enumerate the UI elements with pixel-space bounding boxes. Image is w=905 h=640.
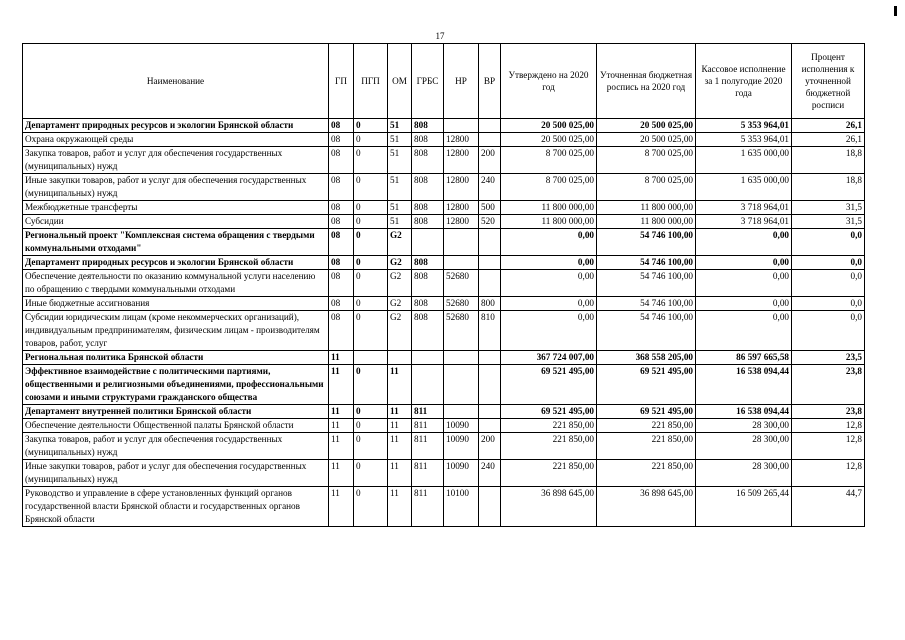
cell-vr: 500: [479, 201, 501, 215]
cell-refined: 54 746 100,00: [597, 229, 696, 256]
scan-edge-mark: [894, 6, 897, 16]
cell-np: [444, 365, 479, 405]
cell-cash: 0,00: [696, 270, 792, 297]
header-row: [23, 44, 865, 119]
cell-refined: 221 850,00: [597, 460, 696, 487]
cell-percent: 0,0: [792, 256, 865, 270]
header-ppgp: ПГП: [354, 44, 388, 119]
cell-np: 12800: [444, 174, 479, 201]
table-row: [23, 174, 865, 201]
cell-approved: 367 724 007,00: [501, 351, 597, 365]
cell-np: 52680: [444, 311, 479, 351]
cell-ppgp: 0: [354, 405, 388, 419]
cell-ppgp: 0: [354, 433, 388, 460]
cell-ppgp: [354, 351, 388, 365]
cell-vr: [479, 487, 501, 527]
cell-name: Иные закупки товаров, работ и услуг для обеспечения государственных (муниципальных) нужд: [23, 460, 329, 487]
cell-grbs: 811: [412, 405, 444, 419]
table-row: [23, 405, 865, 419]
cell-ppgp: 0: [354, 133, 388, 147]
cell-refined: 20 500 025,00: [597, 133, 696, 147]
cell-cash: 28 300,00: [696, 433, 792, 460]
cell-gp: 11: [329, 487, 354, 527]
table-row: [23, 487, 865, 527]
cell-approved: 8 700 025,00: [501, 147, 597, 174]
header-approved: Утверждено на 2020 год: [501, 44, 597, 119]
cell-vr: [479, 119, 501, 133]
cell-percent: 23,5: [792, 351, 865, 365]
cell-refined: 69 521 495,00: [597, 405, 696, 419]
table-row: [23, 419, 865, 433]
header-np: НР: [444, 44, 479, 119]
cell-ppgp: 0: [354, 147, 388, 174]
cell-gp: 08: [329, 201, 354, 215]
cell-cash: 1 635 000,00: [696, 174, 792, 201]
cell-ppgp: 0: [354, 119, 388, 133]
cell-om: G2: [388, 270, 412, 297]
cell-name: Субсидии юридическим лицам (кроме некоммерческих организаций), индивидуальным предпринимателям, физическим лицам - производителям товаров, работ, услуг: [23, 311, 329, 351]
table-row: [23, 201, 865, 215]
cell-vr: 810: [479, 311, 501, 351]
table-row: [23, 351, 865, 365]
cell-approved: 11 800 000,00: [501, 215, 597, 229]
cell-percent: 12,8: [792, 460, 865, 487]
cell-ppgp: 0: [354, 229, 388, 256]
cell-np: 12800: [444, 201, 479, 215]
cell-grbs: 811: [412, 433, 444, 460]
cell-grbs: 808: [412, 311, 444, 351]
cell-name: Региональная политика Брянской области: [23, 351, 329, 365]
cell-vr: [479, 133, 501, 147]
table-row: [23, 256, 865, 270]
header-grbs: ГРБС: [412, 44, 444, 119]
table-row: [23, 147, 865, 174]
cell-percent: 18,8: [792, 147, 865, 174]
cell-gp: 11: [329, 460, 354, 487]
cell-refined: 11 800 000,00: [597, 215, 696, 229]
cell-name: Субсидии: [23, 215, 329, 229]
cell-refined: 368 558 205,00: [597, 351, 696, 365]
cell-cash: 1 635 000,00: [696, 147, 792, 174]
cell-name: Закупка товаров, работ и услуг для обеспечения государственных (муниципальных) нужд: [23, 147, 329, 174]
cell-om: 51: [388, 147, 412, 174]
header-name: Наименование: [23, 44, 329, 119]
cell-om: 11: [388, 405, 412, 419]
cell-name: Межбюджетные трансферты: [23, 201, 329, 215]
cell-approved: 0,00: [501, 229, 597, 256]
cell-grbs: 811: [412, 487, 444, 527]
table-row: [23, 365, 865, 405]
cell-om: 51: [388, 133, 412, 147]
cell-percent: 0,0: [792, 297, 865, 311]
cell-name: Закупка товаров, работ и услуг для обеспечения государственных (муниципальных) нужд: [23, 433, 329, 460]
cell-om: 11: [388, 365, 412, 405]
cell-refined: 54 746 100,00: [597, 256, 696, 270]
cell-np: 12800: [444, 215, 479, 229]
cell-refined: 221 850,00: [597, 433, 696, 460]
cell-om: 11: [388, 460, 412, 487]
cell-refined: 8 700 025,00: [597, 147, 696, 174]
cell-name: Эффективное взаимодействие с политическими партиями, общественными и религиозными объединениями, профессиональными союзами и иными структурами гражданского общества: [23, 365, 329, 405]
budget-execution-table: [22, 43, 865, 527]
cell-gp: 11: [329, 351, 354, 365]
cell-ppgp: 0: [354, 419, 388, 433]
cell-cash: 86 597 665,58: [696, 351, 792, 365]
cell-cash: 0,00: [696, 297, 792, 311]
cell-name: Охрана окружающей среды: [23, 133, 329, 147]
cell-percent: 18,8: [792, 174, 865, 201]
cell-vr: [479, 256, 501, 270]
cell-approved: 0,00: [501, 256, 597, 270]
cell-grbs: 811: [412, 460, 444, 487]
cell-om: 51: [388, 201, 412, 215]
cell-vr: [479, 419, 501, 433]
cell-approved: 0,00: [501, 297, 597, 311]
cell-gp: 08: [329, 311, 354, 351]
header-om: ОМ: [388, 44, 412, 119]
cell-grbs: 808: [412, 174, 444, 201]
cell-refined: 54 746 100,00: [597, 311, 696, 351]
cell-grbs: 808: [412, 270, 444, 297]
cell-np: 10090: [444, 419, 479, 433]
cell-vr: [479, 229, 501, 256]
cell-gp: 08: [329, 215, 354, 229]
table-row: [23, 311, 865, 351]
cell-gp: 08: [329, 297, 354, 311]
cell-grbs: 808: [412, 215, 444, 229]
cell-approved: 221 850,00: [501, 460, 597, 487]
cell-name: Департамент природных ресурсов и экологии Брянской области: [23, 256, 329, 270]
cell-om: 11: [388, 419, 412, 433]
cell-refined: 54 746 100,00: [597, 297, 696, 311]
cell-refined: 221 850,00: [597, 419, 696, 433]
cell-cash: 3 718 964,01: [696, 201, 792, 215]
cell-ppgp: 0: [354, 174, 388, 201]
cell-vr: [479, 405, 501, 419]
cell-np: [444, 119, 479, 133]
cell-percent: 12,8: [792, 419, 865, 433]
cell-ppgp: 0: [354, 365, 388, 405]
cell-ppgp: 0: [354, 215, 388, 229]
table-row: [23, 229, 865, 256]
cell-name: Руководство и управление в сфере установленных функций органов государственной власти Брянской области и государственных органов Брянской области: [23, 487, 329, 527]
cell-refined: 8 700 025,00: [597, 174, 696, 201]
cell-cash: 3 718 964,01: [696, 215, 792, 229]
cell-om: G2: [388, 256, 412, 270]
table-row: [23, 297, 865, 311]
cell-percent: 23,8: [792, 365, 865, 405]
header-refined: Уточненная бюджетная роспись на 2020 год: [597, 44, 696, 119]
table-row: [23, 215, 865, 229]
cell-grbs: 811: [412, 419, 444, 433]
cell-np: 12800: [444, 133, 479, 147]
cell-name: Обеспечение деятельности Общественной палаты Брянской области: [23, 419, 329, 433]
cell-refined: 54 746 100,00: [597, 270, 696, 297]
cell-om: G2: [388, 311, 412, 351]
cell-ppgp: 0: [354, 201, 388, 215]
header-gp: ГП: [329, 44, 354, 119]
table-row: [23, 460, 865, 487]
cell-ppgp: 0: [354, 297, 388, 311]
cell-refined: 36 898 645,00: [597, 487, 696, 527]
cell-np: [444, 256, 479, 270]
cell-vr: 520: [479, 215, 501, 229]
cell-percent: 0,0: [792, 229, 865, 256]
cell-approved: 0,00: [501, 311, 597, 351]
cell-om: 11: [388, 487, 412, 527]
cell-name: Департамент внутренней политики Брянской области: [23, 405, 329, 419]
cell-np: [444, 405, 479, 419]
cell-cash: 16 538 094,44: [696, 405, 792, 419]
cell-approved: 20 500 025,00: [501, 119, 597, 133]
cell-om: 11: [388, 433, 412, 460]
cell-gp: 08: [329, 147, 354, 174]
cell-name: Департамент природных ресурсов и экологии Брянской области: [23, 119, 329, 133]
cell-name: Иные закупки товаров, работ и услуг для обеспечения государственных (муниципальных) нужд: [23, 174, 329, 201]
cell-approved: 0,00: [501, 270, 597, 297]
cell-om: G2: [388, 229, 412, 256]
cell-om: 51: [388, 174, 412, 201]
page-number: 17: [435, 31, 445, 41]
cell-cash: 16 509 265,44: [696, 487, 792, 527]
cell-grbs: 808: [412, 297, 444, 311]
cell-gp: 08: [329, 133, 354, 147]
cell-vr: 200: [479, 147, 501, 174]
cell-np: 10090: [444, 460, 479, 487]
cell-vr: 240: [479, 460, 501, 487]
cell-grbs: 808: [412, 147, 444, 174]
cell-grbs: 808: [412, 256, 444, 270]
cell-ppgp: 0: [354, 460, 388, 487]
cell-vr: [479, 351, 501, 365]
cell-approved: 221 850,00: [501, 433, 597, 460]
cell-grbs: [412, 351, 444, 365]
cell-gp: 08: [329, 229, 354, 256]
cell-approved: 69 521 495,00: [501, 405, 597, 419]
cell-ppgp: 0: [354, 256, 388, 270]
cell-om: 51: [388, 119, 412, 133]
cell-grbs: 808: [412, 133, 444, 147]
cell-om: 51: [388, 215, 412, 229]
cell-percent: 23,8: [792, 405, 865, 419]
cell-percent: 31,5: [792, 201, 865, 215]
cell-percent: 0,0: [792, 311, 865, 351]
cell-np: [444, 351, 479, 365]
cell-cash: 28 300,00: [696, 419, 792, 433]
cell-vr: [479, 365, 501, 405]
cell-cash: 0,00: [696, 311, 792, 351]
cell-approved: 69 521 495,00: [501, 365, 597, 405]
cell-refined: 69 521 495,00: [597, 365, 696, 405]
header-percent: Процент исполнения к уточненной бюджетной росписи: [792, 44, 865, 119]
cell-cash: 0,00: [696, 256, 792, 270]
cell-gp: 11: [329, 419, 354, 433]
cell-np: [444, 229, 479, 256]
cell-gp: 11: [329, 405, 354, 419]
table-row: [23, 270, 865, 297]
cell-gp: 11: [329, 433, 354, 460]
cell-percent: 44,7: [792, 487, 865, 527]
cell-ppgp: 0: [354, 487, 388, 527]
cell-cash: 5 353 964,01: [696, 133, 792, 147]
cell-cash: 5 353 964,01: [696, 119, 792, 133]
cell-percent: 0,0: [792, 270, 865, 297]
header-vr: ВР: [479, 44, 501, 119]
cell-cash: 16 538 094,44: [696, 365, 792, 405]
cell-gp: 11: [329, 365, 354, 405]
cell-approved: 20 500 025,00: [501, 133, 597, 147]
cell-om: G2: [388, 297, 412, 311]
cell-ppgp: 0: [354, 270, 388, 297]
table-row: [23, 119, 865, 133]
cell-np: 12800: [444, 147, 479, 174]
cell-approved: 11 800 000,00: [501, 201, 597, 215]
cell-om: [388, 351, 412, 365]
cell-vr: [479, 270, 501, 297]
cell-approved: 36 898 645,00: [501, 487, 597, 527]
table-body: [23, 119, 865, 527]
cell-name: Иные бюджетные ассигнования: [23, 297, 329, 311]
cell-percent: 26,1: [792, 119, 865, 133]
cell-grbs: 808: [412, 201, 444, 215]
cell-percent: 26,1: [792, 133, 865, 147]
cell-name: Обеспечение деятельности по оказанию коммунальной услуги населению по обращению с твердыми коммунальными отходами: [23, 270, 329, 297]
cell-grbs: [412, 365, 444, 405]
cell-name: Региональный проект "Комплексная система обращения с твердыми коммунальными отходами": [23, 229, 329, 256]
cell-np: 10090: [444, 433, 479, 460]
cell-np: 52680: [444, 297, 479, 311]
cell-vr: 200: [479, 433, 501, 460]
cell-percent: 31,5: [792, 215, 865, 229]
cell-gp: 08: [329, 119, 354, 133]
cell-grbs: 808: [412, 119, 444, 133]
cell-gp: 08: [329, 256, 354, 270]
cell-refined: 11 800 000,00: [597, 201, 696, 215]
cell-grbs: [412, 229, 444, 256]
cell-cash: 28 300,00: [696, 460, 792, 487]
cell-np: 10100: [444, 487, 479, 527]
cell-gp: 08: [329, 174, 354, 201]
header-cash: Кассовое исполнение за 1 полугодие 2020 года: [696, 44, 792, 119]
cell-approved: 221 850,00: [501, 419, 597, 433]
table-row: [23, 433, 865, 460]
cell-vr: 240: [479, 174, 501, 201]
cell-gp: 08: [329, 270, 354, 297]
table-row: [23, 133, 865, 147]
cell-percent: 12,8: [792, 433, 865, 460]
cell-ppgp: 0: [354, 311, 388, 351]
cell-cash: 0,00: [696, 229, 792, 256]
cell-approved: 8 700 025,00: [501, 174, 597, 201]
cell-np: 52680: [444, 270, 479, 297]
cell-vr: 800: [479, 297, 501, 311]
cell-refined: 20 500 025,00: [597, 119, 696, 133]
